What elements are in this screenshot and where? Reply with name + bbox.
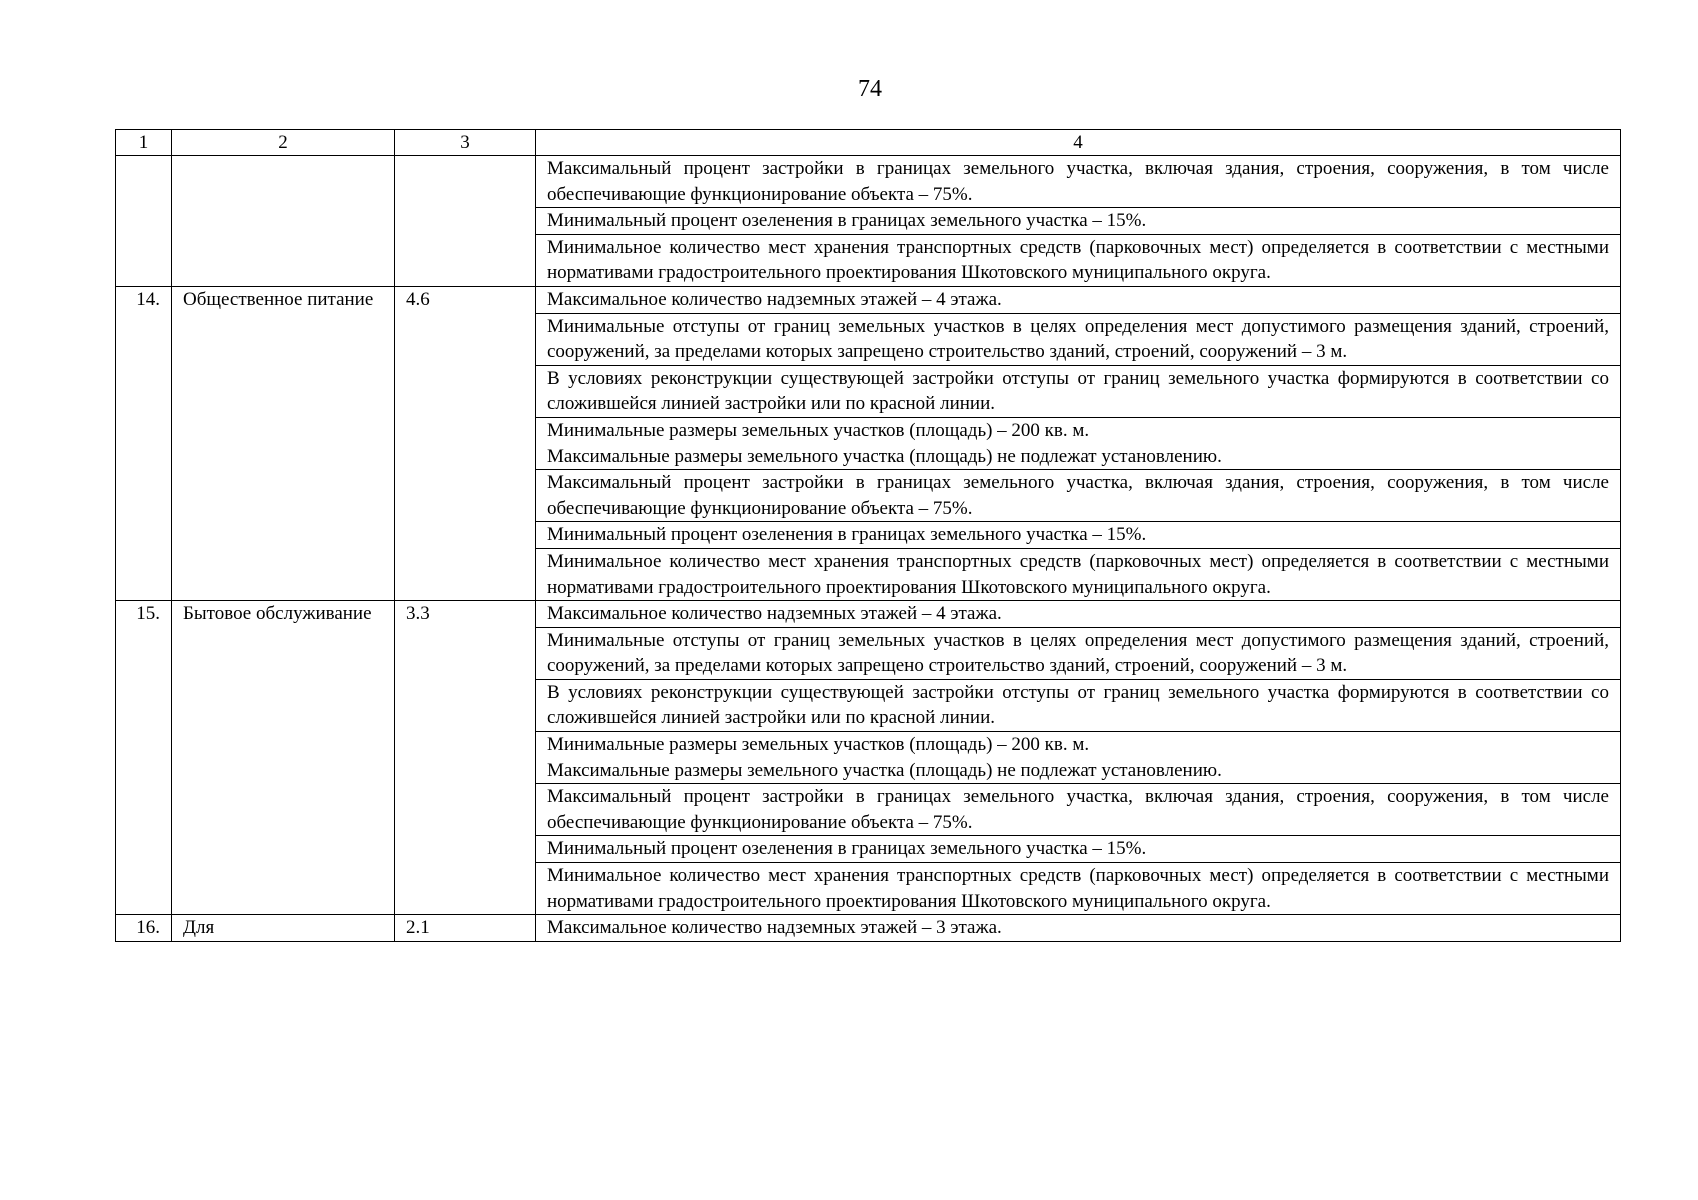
requirement-cell: Максимальное количество надземных этажей – 3 этажа.: [536, 915, 1621, 942]
header-cell-4: 4: [536, 130, 1621, 156]
requirement-line: Минимальные размеры земельных участков (площадь) – 200 кв. м.: [547, 419, 1090, 441]
requirement-cell: [536, 417, 1621, 469]
table-row: [116, 915, 1621, 942]
requirement-cell: Максимальный процент застройки в границах земельного участка, включая здания, строения, сооружения, в том числе обеспечивающие функционирование объекта – 75%.: [536, 156, 1621, 208]
requirement-cell: В условиях реконструкции существующей застройки отступы от границ земельного участка формируются в соответствии со сложившейся линией застройки или по красной линии.: [536, 679, 1621, 731]
table-row: [116, 156, 1621, 208]
empty-cell-3: [395, 156, 536, 287]
header-cell-3: 3: [395, 130, 536, 156]
table-row: [116, 601, 1621, 628]
land-use-name: Для: [172, 915, 395, 942]
requirement-cell: Минимальное количество мест хранения транспортных средств (парковочных мест) определяется в соответствии с местными нормативами градостроительного проектирования Шкотовского муниципального округа.: [536, 863, 1621, 915]
land-use-name: Общественное питание: [172, 286, 395, 600]
requirement-cell: Минимальный процент озеленения в границах земельного участка – 15%.: [536, 208, 1621, 235]
requirement-cell: [536, 732, 1621, 784]
row-number: 14.: [116, 286, 172, 600]
requirement-line: Минимальные размеры земельных участков (площадь) – 200 кв. м.: [547, 734, 1090, 756]
header-cell-1: 1: [116, 130, 172, 156]
requirement-cell: В условиях реконструкции существующей застройки отступы от границ земельного участка формируются в соответствии со сложившейся линией застройки или по красной линии.: [536, 365, 1621, 417]
land-use-code: 2.1: [395, 915, 536, 942]
requirement-cell: Минимальный процент озеленения в границах земельного участка – 15%.: [536, 836, 1621, 863]
regulations-table: [115, 129, 1621, 942]
page-number: 74: [858, 76, 882, 102]
requirement-cell: Максимальное количество надземных этажей – 4 этажа.: [536, 601, 1621, 628]
table-row: [116, 286, 1621, 313]
header-row: [116, 130, 1621, 156]
land-use-name: Бытовое обслуживание: [172, 601, 395, 915]
land-use-code: 4.6: [395, 286, 536, 600]
requirement-cell: Минимальный процент озеленения в границах земельного участка – 15%.: [536, 522, 1621, 549]
table-body: [116, 130, 1621, 942]
requirement-line: Максимальные размеры земельного участка (площадь) не подлежат установлению.: [547, 759, 1222, 781]
requirement-cell: Максимальный процент застройки в границах земельного участка, включая здания, строения, сооружения, в том числе обеспечивающие функционирование объекта – 75%.: [536, 470, 1621, 522]
requirement-cell: Минимальное количество мест хранения транспортных средств (парковочных мест) определяется в соответствии с местными нормативами градостроительного проектирования Шкотовского муниципального округа.: [536, 548, 1621, 600]
row-number: 16.: [116, 915, 172, 942]
row-number: 15.: [116, 601, 172, 915]
requirement-cell: Максимальный процент застройки в границах земельного участка, включая здания, строения, сооружения, в том числе обеспечивающие функционирование объекта – 75%.: [536, 784, 1621, 836]
requirement-cell: Максимальное количество надземных этажей – 4 этажа.: [536, 286, 1621, 313]
requirement-cell: Минимальные отступы от границ земельных участков в целях определения мест допустимого размещения зданий, строений, сооружений, за пределами которых запрещено строительство зданий, строений, сооружений – 3 м.: [536, 313, 1621, 365]
requirement-line: Максимальные размеры земельного участка (площадь) не подлежат установлению.: [547, 445, 1222, 467]
land-use-code: 3.3: [395, 601, 536, 915]
requirement-cell: Минимальные отступы от границ земельных участков в целях определения мест допустимого размещения зданий, строений, сооружений, за пределами которых запрещено строительство зданий, строений, сооружений – 3 м.: [536, 627, 1621, 679]
requirement-cell: Минимальное количество мест хранения транспортных средств (парковочных мест) определяется в соответствии с местными нормативами градостроительного проектирования Шкотовского муниципального округа.: [536, 234, 1621, 286]
header-cell-2: 2: [172, 130, 395, 156]
empty-cell-1: [116, 156, 172, 287]
empty-cell-2: [172, 156, 395, 287]
